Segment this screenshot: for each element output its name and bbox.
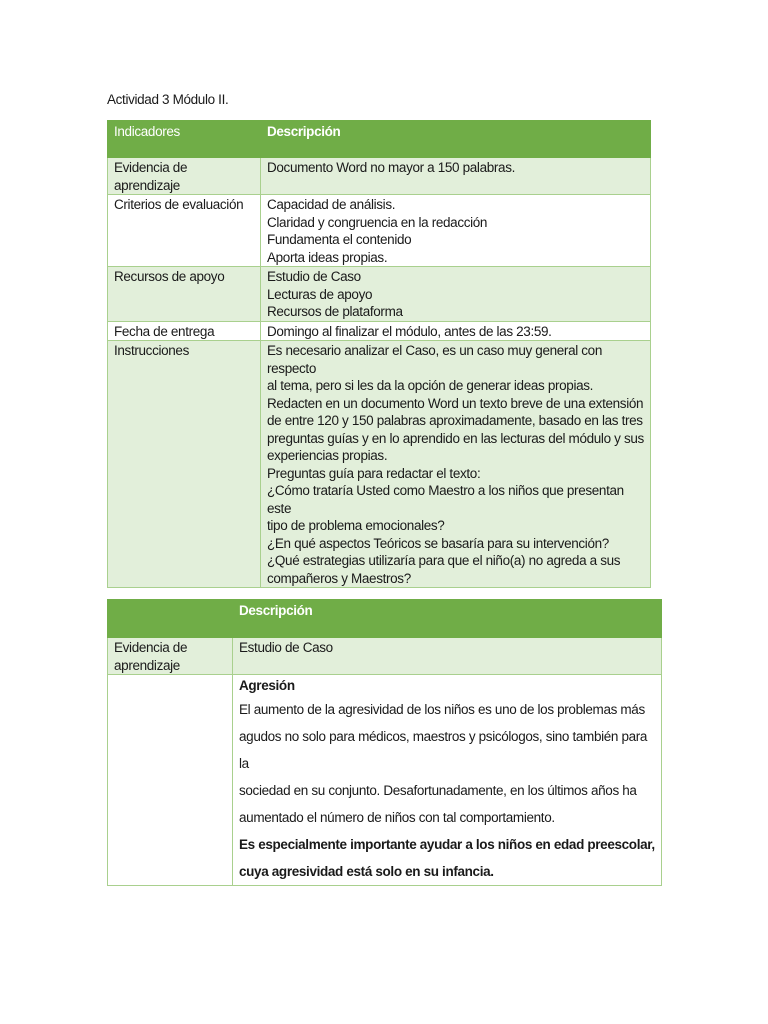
row-label: Fecha de entrega [108, 321, 261, 341]
value-line: experiencias propias. [267, 448, 388, 463]
row-label: Recursos de apoyo [108, 267, 261, 322]
value-line: Es necesario analizar el Caso, es un caso muy general con respecto [267, 343, 602, 376]
row-value [261, 341, 651, 588]
header-empty [108, 600, 233, 638]
value-line: tipo de problema emocionales? [267, 518, 445, 533]
value-line: Domingo al finalizar el módulo, antes de las 23:59. [267, 323, 552, 339]
value-line: Estudio de Caso [267, 269, 361, 284]
row-label: Evidencia de aprendizaje [108, 638, 233, 675]
value-line: Fundamenta el contenido [267, 232, 412, 247]
row-label: Criterios de evaluación [108, 195, 261, 267]
row-value [261, 321, 651, 341]
value-line: Redacten en un documento Word un texto breve de una extensión [267, 395, 644, 411]
header-indicadores: Indicadores [108, 121, 261, 158]
table-row [108, 195, 651, 267]
case-line: sociedad en su conjunto. Desafortunadamente, en los últimos años ha [239, 783, 637, 798]
value-line: Preguntas guía para redactar el texto: [267, 465, 481, 481]
value-line: ¿Qué estrategias utilizaría para que el niño(a) no agreda a sus [267, 553, 621, 568]
header-descripcion: Descripción [233, 600, 662, 638]
value-line: Aporta ideas propias. [267, 249, 388, 265]
case-line: agudos no solo para médicos, maestros y psicólogos, sino también para la [239, 729, 648, 771]
row-value [261, 195, 651, 267]
case-emphasis-line: cuya agresividad está solo en su infancia. [239, 864, 494, 879]
value-line: preguntas guías y en lo aprendido en las lecturas del módulo y sus [267, 430, 644, 446]
value-line: Capacidad de análisis. [267, 197, 396, 212]
row-value [261, 267, 651, 322]
table-row [108, 638, 662, 675]
value-line: Documento Word no mayor a 150 palabras. [267, 160, 515, 175]
table-row [108, 158, 651, 195]
table-row [108, 341, 651, 588]
case-line: aumentado el número de niños con tal comportamiento. [239, 810, 555, 825]
row-value: Estudio de Caso [233, 638, 662, 675]
case-table [107, 599, 662, 886]
table-row [108, 267, 651, 322]
value-line: Recursos de plataforma [267, 304, 403, 319]
value-line: Lecturas de apoyo [267, 286, 373, 302]
value-line: de entre 120 y 150 palabras aproximadamente, basado en las tres [267, 413, 643, 428]
value-line: compañeros y Maestros? [267, 570, 411, 586]
value-line: Claridad y congruencia en la redacción [267, 214, 488, 230]
value-line: al tema, pero si les da la opción de generar ideas propias. [267, 378, 594, 393]
table-header-row [108, 121, 651, 158]
table-header-row [108, 600, 662, 638]
row-label: Instrucciones [108, 341, 261, 588]
document-title: Actividad 3 Módulo II. [107, 92, 229, 107]
value-line: ¿Cómo trataría Usted como Maestro a los niños que presentan este [267, 483, 624, 516]
row-value [261, 158, 651, 195]
case-description [233, 675, 662, 886]
row-label: Evidencia de aprendizaje [108, 158, 261, 195]
table-row [108, 675, 662, 886]
header-descripcion: Descripción [261, 121, 651, 158]
case-line: El aumento de la agresividad de los niños es uno de los problemas más [239, 702, 645, 717]
case-emphasis-line: Es especialmente importante ayudar a los niños en edad preescolar, [239, 837, 655, 852]
row-label-empty [108, 675, 233, 886]
table-row [108, 321, 651, 341]
activity-table [107, 120, 651, 588]
value-line: ¿En qué aspectos Teóricos se basaría para su intervención? [267, 535, 609, 551]
case-heading: Agresión [239, 678, 295, 693]
